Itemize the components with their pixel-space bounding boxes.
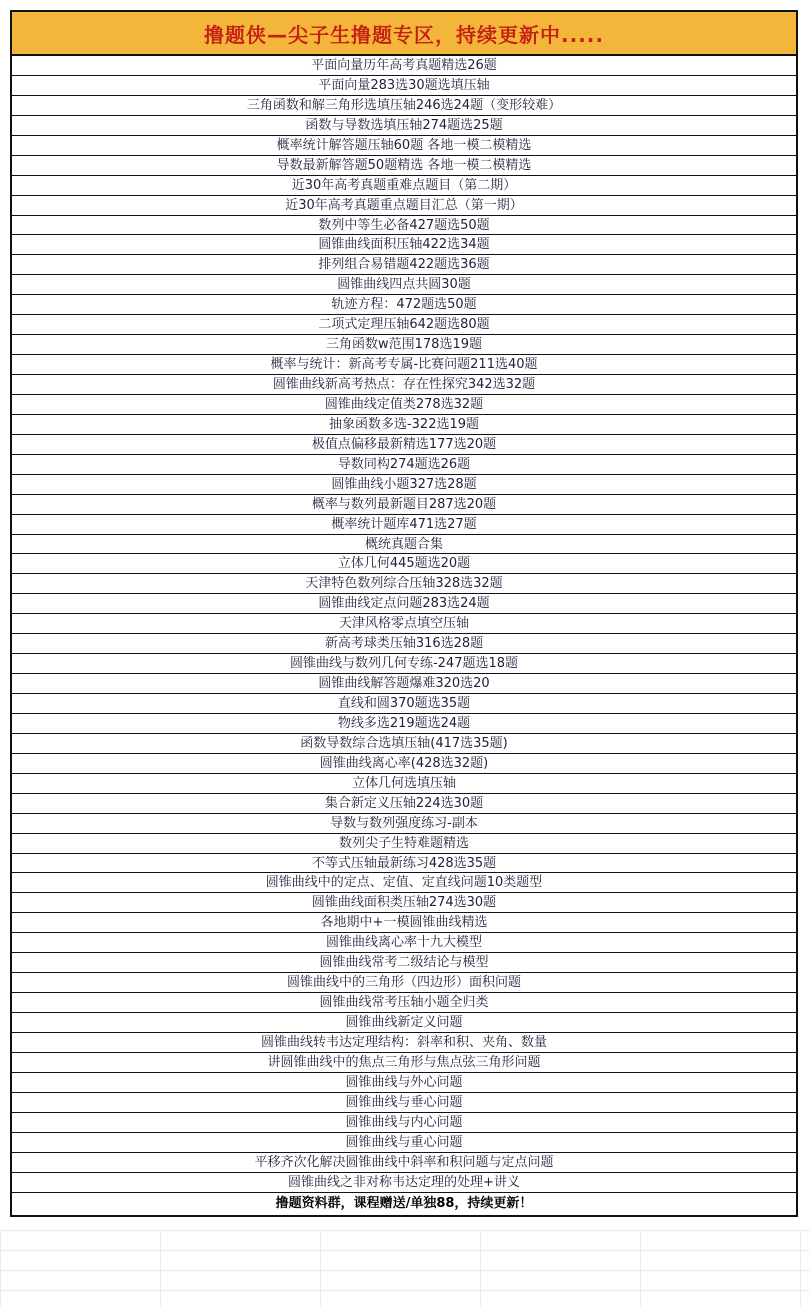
list-item: 轨迹方程：472题选50题	[12, 295, 796, 315]
list-item: 物线多选219题选24题	[12, 714, 796, 734]
list-item: 三角函数和解三角形选填压轴246选24题（变形较难）	[12, 96, 796, 116]
list-item: 函数与导数选填压轴274题选25题	[12, 116, 796, 136]
list-item: 圆锥曲线转韦达定理结构：斜率和积、夹角、数量	[12, 1033, 796, 1053]
list-item: 圆锥曲线常考压轴小题全归类	[12, 993, 796, 1013]
list-item: 立体几何445题选20题	[12, 554, 796, 574]
list-item: 排列组合易错题422题选36题	[12, 255, 796, 275]
list-item: 函数导数综合选填压轴(417选35题)	[12, 734, 796, 754]
list-item: 圆锥曲线新定义问题	[12, 1013, 796, 1033]
list-item: 圆锥曲线解答题爆难320选20	[12, 674, 796, 694]
list-item: 各地期中+一模圆锥曲线精选	[12, 913, 796, 933]
list-item: 天津特色数列综合压轴328选32题	[12, 574, 796, 594]
list-item: 圆锥曲线与外心问题	[12, 1073, 796, 1093]
list-item: 平移齐次化解决圆锥曲线中斜率和积问题与定点问题	[12, 1153, 796, 1173]
list-item: 圆锥曲线面积压轴422选34题	[12, 235, 796, 255]
list-item: 二项式定理压轴642题选80题	[12, 315, 796, 335]
list-item: 圆锥曲线四点共圆30题	[12, 275, 796, 295]
list-item: 近30年高考真题重点题目汇总（第一期）	[12, 196, 796, 216]
list-item: 圆锥曲线中的三角形（四边形）面积问题	[12, 973, 796, 993]
list-item: 讲圆锥曲线中的焦点三角形与焦点弦三角形问题	[12, 1053, 796, 1073]
item-list	[12, 56, 796, 1192]
list-item: 不等式压轴最新练习428选35题	[12, 854, 796, 874]
list-item: 圆锥曲线与内心问题	[12, 1113, 796, 1133]
list-item: 圆锥曲线小题327选28题	[12, 475, 796, 495]
list-item: 圆锥曲线新高考热点：存在性探究342选32题	[12, 375, 796, 395]
list-item: 集合新定义压轴224选30题	[12, 794, 796, 814]
list-item: 概率统计题库471选27题	[12, 515, 796, 535]
list-item: 直线和圆370题选35题	[12, 694, 796, 714]
list-item: 圆锥曲线中的定点、定值、定直线问题10类题型	[12, 873, 796, 893]
list-item: 天津风格零点填空压轴	[12, 614, 796, 634]
list-item: 极值点偏移最新精选177选20题	[12, 435, 796, 455]
list-item: 圆锥曲线离心率十九大模型	[12, 933, 796, 953]
list-item: 平面向量283选30题选填压轴	[12, 76, 796, 96]
spreadsheet-grid-background	[0, 1230, 810, 1306]
list-item: 三角函数w范围178选19题	[12, 335, 796, 355]
list-item: 圆锥曲线定值类278选32题	[12, 395, 796, 415]
list-item: 数列中等生必备427题选50题	[12, 216, 796, 236]
list-item: 圆锥曲线之非对称韦达定理的处理+讲义	[288, 1174, 520, 1190]
list-item: 抽象函数多选-322选19题	[12, 415, 796, 435]
list-item: 概率与数列最新题目287选20题	[12, 495, 796, 515]
list-item: 概率与统计：新高考专属-比赛问题211选40题	[12, 355, 796, 375]
list-item: 导数与数列强度练习-副本	[12, 814, 796, 834]
list-item: 立体几何选填压轴	[12, 774, 796, 794]
list-item: 圆锥曲线定点问题283选24题	[12, 594, 796, 614]
list-item: 圆锥曲线面积类压轴274选30题	[12, 893, 796, 913]
list-item: 圆锥曲线常考二级结论与模型	[12, 953, 796, 973]
list-item: 导数同构274题选26题	[12, 455, 796, 475]
list-item: 新高考球类压轴316选28题	[12, 634, 796, 654]
list-item: 近30年高考真题重难点题目（第二期）	[12, 176, 796, 196]
footer-note: 撸题资料群，课程赠送/单独88，持续更新！	[12, 1192, 796, 1215]
list-item: 圆锥曲线离心率(428选32题)	[12, 754, 796, 774]
list-item: 数列尖子生特难题精选	[12, 834, 796, 854]
resource-list-sheet	[10, 10, 798, 1217]
sheet-title: 撸题侠—尖子生撸题专区，持续更新中.....	[12, 12, 796, 56]
list-item: 平面向量历年高考真题精选26题	[12, 56, 796, 76]
list-item: 概率统计解答题压轴60题 各地一模二模精选	[12, 136, 796, 156]
list-item: 导数最新解答题50题精选 各地一模二模精选	[12, 156, 796, 176]
list-item: 圆锥曲线与数列几何专练-247题选18题	[12, 654, 796, 674]
list-item: 概统真题合集	[12, 535, 796, 555]
list-item: 圆锥曲线与垂心问题	[12, 1093, 796, 1113]
list-item: 圆锥曲线与重心问题	[12, 1133, 796, 1153]
